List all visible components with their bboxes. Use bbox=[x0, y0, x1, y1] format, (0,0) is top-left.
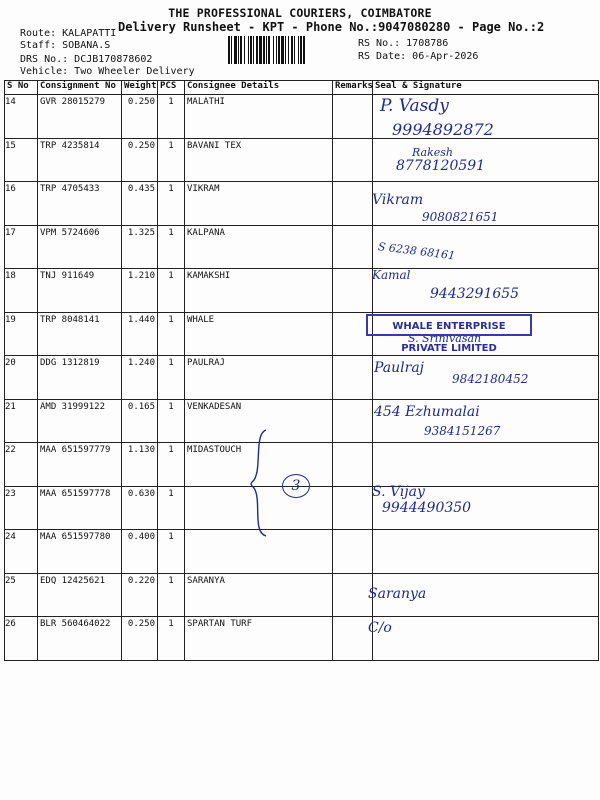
cell-sno: 21 bbox=[5, 399, 38, 443]
signature-row-16: Vikram bbox=[372, 192, 424, 208]
cell-weight: 1.325 bbox=[122, 225, 158, 269]
cell-sno: 16 bbox=[5, 182, 38, 226]
cell-weight: 0.630 bbox=[122, 486, 158, 530]
signature-row-19: S. Srinivasan bbox=[408, 332, 482, 345]
table-row bbox=[5, 530, 599, 574]
phone-row-18: 9443291655 bbox=[430, 286, 520, 302]
cell-consignment: BLR 560464022 bbox=[38, 617, 122, 661]
cell-weight: 1.240 bbox=[122, 356, 158, 400]
cell-sno: 20 bbox=[5, 356, 38, 400]
signature-row-20: Paulraj bbox=[374, 360, 425, 376]
cell-sno: 15 bbox=[5, 138, 38, 182]
table-row bbox=[5, 95, 599, 139]
company-name: THE PROFESSIONAL COURIERS, COIMBATORE bbox=[168, 6, 432, 20]
rs-number: RS No.: 1708786 bbox=[358, 38, 449, 49]
cell-remarks bbox=[333, 399, 373, 443]
signature-row-15: Rakesh bbox=[412, 146, 453, 159]
cell-consignee: KALPANA bbox=[185, 225, 333, 269]
route-label: Route: KALAPATTI bbox=[20, 28, 117, 39]
cell-consignment: DDG 1312819 bbox=[38, 356, 122, 400]
cell-consignment: AMD 31999122 bbox=[38, 399, 122, 443]
rs-date: RS Date: 06-Apr-2026 bbox=[358, 51, 479, 62]
cell-remarks bbox=[333, 617, 373, 661]
col-consignment: Consignment No bbox=[38, 81, 122, 95]
signature-row-26: C/o bbox=[368, 620, 392, 636]
table-row bbox=[5, 617, 599, 661]
cell-remarks bbox=[333, 269, 373, 313]
table-row bbox=[5, 182, 599, 226]
cell-sno: 24 bbox=[5, 530, 38, 574]
cell-remarks bbox=[333, 182, 373, 226]
cell-remarks bbox=[333, 530, 373, 574]
cell-consignment: TRP 4705433 bbox=[38, 182, 122, 226]
cell-consignment: TRP 4235814 bbox=[38, 138, 122, 182]
signature-row-18: Kamal bbox=[372, 268, 411, 282]
cell-consignee: SARANYA bbox=[185, 573, 333, 617]
table-row bbox=[5, 399, 599, 443]
cell-consignee: WHALE bbox=[185, 312, 333, 356]
phone-row-14: 9994892872 bbox=[392, 120, 494, 139]
cell-signature bbox=[373, 443, 599, 487]
cell-sno: 19 bbox=[5, 312, 38, 356]
signature-row-25: Saranya bbox=[368, 586, 427, 602]
table-row bbox=[5, 138, 599, 182]
cell-sno: 25 bbox=[5, 573, 38, 617]
cell-weight: 0.250 bbox=[122, 95, 158, 139]
signature-row-21: 454 Ezhumalai bbox=[374, 404, 480, 420]
circled-count: 3 bbox=[282, 474, 310, 498]
col-weight: Weight bbox=[122, 81, 158, 95]
cell-remarks bbox=[333, 486, 373, 530]
cell-sno: 26 bbox=[5, 617, 38, 661]
cell-pcs: 1 bbox=[158, 530, 185, 574]
cell-consignee: MIDASTOUCH bbox=[185, 443, 333, 487]
cell-consignee: VIKRAM bbox=[185, 182, 333, 226]
runsheet-table bbox=[4, 80, 599, 661]
cell-weight: 0.220 bbox=[122, 573, 158, 617]
cell-consignee: MALATHI bbox=[185, 95, 333, 139]
cell-remarks bbox=[333, 573, 373, 617]
vehicle-label: Vehicle: Two Wheeler Delivery bbox=[20, 66, 195, 77]
cell-remarks bbox=[333, 225, 373, 269]
cell-weight: 0.400 bbox=[122, 530, 158, 574]
cell-consignment: MAA 651597780 bbox=[38, 530, 122, 574]
phone-row-20: 9842180452 bbox=[452, 372, 529, 386]
phone-row-21: 9384151267 bbox=[424, 424, 501, 438]
table-row bbox=[5, 225, 599, 269]
cell-pcs: 1 bbox=[158, 486, 185, 530]
cell-pcs: 1 bbox=[158, 312, 185, 356]
table-header-row bbox=[5, 81, 599, 95]
cell-weight: 0.165 bbox=[122, 399, 158, 443]
cell-pcs: 1 bbox=[158, 356, 185, 400]
cell-remarks bbox=[333, 356, 373, 400]
cell-consignee: PAULRAJ bbox=[185, 356, 333, 400]
runsheet-title: Delivery Runsheet - KPT - Phone No.:9047080280 - Page No.:2 bbox=[118, 20, 545, 34]
cell-consignee: BAVANI TEX bbox=[185, 138, 333, 182]
company-seal-stamp: WHALE ENTERPRISE PRIVATE LIMITED bbox=[366, 314, 532, 336]
cell-pcs: 1 bbox=[158, 138, 185, 182]
col-pcs: PCS bbox=[158, 81, 185, 95]
curly-brace-mark bbox=[246, 428, 270, 538]
cell-consignment: GVR 28015279 bbox=[38, 95, 122, 139]
staff-label: Staff: SOBANA.S bbox=[20, 40, 111, 51]
cell-consignment: VPM 5724606 bbox=[38, 225, 122, 269]
cell-consignment: TNJ 911649 bbox=[38, 269, 122, 313]
phone-row-23: 9944490350 bbox=[382, 500, 472, 516]
signature-row-17: S 6238 68161 bbox=[377, 240, 456, 263]
cell-sno: 22 bbox=[5, 443, 38, 487]
drs-number: DRS No.: DCJB170878602 bbox=[20, 54, 153, 65]
cell-pcs: 1 bbox=[158, 182, 185, 226]
phone-row-16: 9080821651 bbox=[422, 210, 499, 224]
cell-weight: 1.440 bbox=[122, 312, 158, 356]
cell-signature bbox=[373, 617, 599, 661]
cell-pcs: 1 bbox=[158, 399, 185, 443]
cell-pcs: 1 bbox=[158, 617, 185, 661]
phone-row-15: 8778120591 bbox=[396, 158, 486, 174]
cell-consignment: MAA 651597779 bbox=[38, 443, 122, 487]
cell-signature bbox=[373, 530, 599, 574]
cell-remarks bbox=[333, 443, 373, 487]
cell-weight: 0.250 bbox=[122, 617, 158, 661]
col-signature: Seal & Signature bbox=[373, 81, 599, 95]
cell-sno: 23 bbox=[5, 486, 38, 530]
cell-pcs: 1 bbox=[158, 573, 185, 617]
signature-row-23: S. Vijay bbox=[372, 484, 425, 500]
cell-remarks bbox=[333, 138, 373, 182]
cell-consignee: SPARTAN TURF bbox=[185, 617, 333, 661]
cell-weight: 1.130 bbox=[122, 443, 158, 487]
col-remarks: Remarks bbox=[333, 81, 373, 95]
cell-consignee: VENKADESAN bbox=[185, 399, 333, 443]
signature-row-14: P. Vasdy bbox=[380, 96, 449, 116]
cell-remarks bbox=[333, 95, 373, 139]
col-consignee: Consignee Details bbox=[185, 81, 333, 95]
table-row bbox=[5, 573, 599, 617]
cell-pcs: 1 bbox=[158, 95, 185, 139]
col-sno: S No bbox=[5, 81, 38, 95]
cell-pcs: 1 bbox=[158, 225, 185, 269]
cell-consignment: MAA 651597778 bbox=[38, 486, 122, 530]
cell-weight: 0.435 bbox=[122, 182, 158, 226]
cell-pcs: 1 bbox=[158, 443, 185, 487]
cell-sno: 18 bbox=[5, 269, 38, 313]
cell-sno: 14 bbox=[5, 95, 38, 139]
cell-consignment: TRP 8048141 bbox=[38, 312, 122, 356]
cell-weight: 1.210 bbox=[122, 269, 158, 313]
cell-consignee: KAMAKSHI bbox=[185, 269, 333, 313]
cell-consignment: EDQ 12425621 bbox=[38, 573, 122, 617]
cell-pcs: 1 bbox=[158, 269, 185, 313]
barcode bbox=[228, 36, 354, 64]
cell-weight: 0.250 bbox=[122, 138, 158, 182]
cell-sno: 17 bbox=[5, 225, 38, 269]
